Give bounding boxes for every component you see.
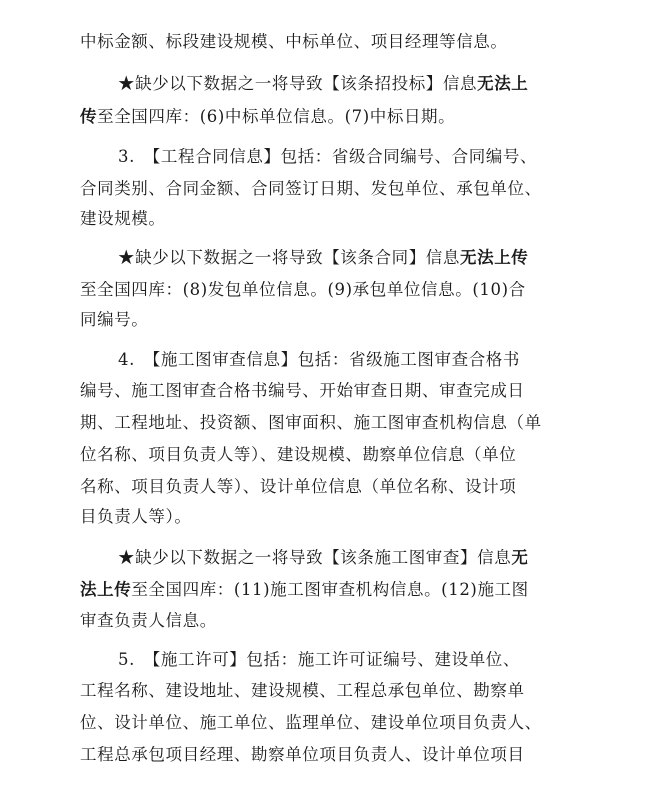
section-heading-line [80, 142, 537, 172]
paragraph-line [80, 502, 191, 532]
line-text: 4. 【施工图审查信息】包括：省级施工图审查合格书 [118, 350, 520, 369]
notice-line [80, 69, 528, 99]
line-text: 编号、施工图审查合格书编号、开始审查日期、审查完成日 [80, 381, 525, 400]
notice-bold-text: 无法上传 [460, 248, 529, 267]
notice-bold-text: 无 [511, 548, 529, 567]
paragraph-line [80, 708, 542, 738]
notice-prefix: ★缺少以下数据之一将导致【该条招投标】信息 [118, 74, 478, 93]
section-heading-line [80, 345, 520, 375]
line-text: 3. 【工程合同信息】包括：省级合同编号、合同编号、 [118, 147, 538, 166]
line-text: 名称、项目负责人等）、设计单位信息（单位名称、设计项 [80, 477, 517, 496]
paragraph-line [80, 472, 516, 502]
paragraph-line [80, 27, 508, 57]
document-page [80, 0, 572, 800]
notice-bold-text: 传 [80, 107, 98, 126]
line-text: 5. 【施工许可】包括：施工许可证编号、建设单位、 [118, 650, 520, 669]
notice-prefix: ★缺少以下数据之一将导致【该条合同】信息 [118, 248, 460, 267]
line-text: 同编号。 [80, 310, 149, 329]
paragraph-line [80, 275, 526, 305]
line-text: 中标金额、标段建设规模、中标单位、项目经理等信息。 [80, 32, 508, 51]
line-text: 至全国四库：(8)发包单位信息。(9)承包单位信息。(10)合 [80, 280, 526, 299]
notice-suffix: 至全国四库：(6)中标单位信息。(7)中标日期。 [97, 107, 456, 126]
notice-bold-text: 法上传 [80, 580, 132, 599]
paragraph-line [80, 740, 525, 770]
paragraph-line [80, 606, 217, 636]
notice-line [80, 102, 455, 132]
line-text: 位名称、项目负责人等）、建设规模、勘察单位信息（单位 [80, 445, 517, 464]
line-text: 工程名称、建设地址、建设规模、工程总承包单位、勘察单 [80, 681, 525, 700]
notice-line [80, 543, 528, 573]
line-text: 位、设计单位、施工单位、监理单位、建设单位项目负责人、 [80, 713, 542, 732]
paragraph-line [80, 440, 516, 470]
notice-line [80, 575, 529, 605]
paragraph-line [80, 676, 525, 706]
line-text: 工程总承包项目经理、勘察单位项目负责人、设计单位项目 [80, 745, 525, 764]
line-text: 目负责人等）。 [80, 507, 192, 526]
line-text: 建设规模。 [80, 209, 166, 228]
paragraph-line [80, 204, 166, 234]
notice-line [80, 243, 528, 273]
line-text: 合同类别、合同金额、合同签订日期、发包单位、承包单位、 [80, 179, 542, 198]
section-heading-line [80, 645, 520, 675]
paragraph-line [80, 376, 525, 406]
paragraph-line [80, 408, 542, 438]
line-text: 审查负责人信息。 [80, 611, 217, 630]
paragraph-line [80, 174, 542, 204]
line-text: 期、工程地址、投资额、图审面积、施工图审查机构信息（单 [80, 413, 542, 432]
notice-suffix: 至全国四库：(11)施工图审查机构信息。(12)施工图 [131, 580, 529, 599]
paragraph-line [80, 305, 148, 335]
notice-bold-text: 无法上 [477, 74, 529, 93]
notice-prefix: ★缺少以下数据之一将导致【该条施工图审查】信息 [118, 548, 512, 567]
